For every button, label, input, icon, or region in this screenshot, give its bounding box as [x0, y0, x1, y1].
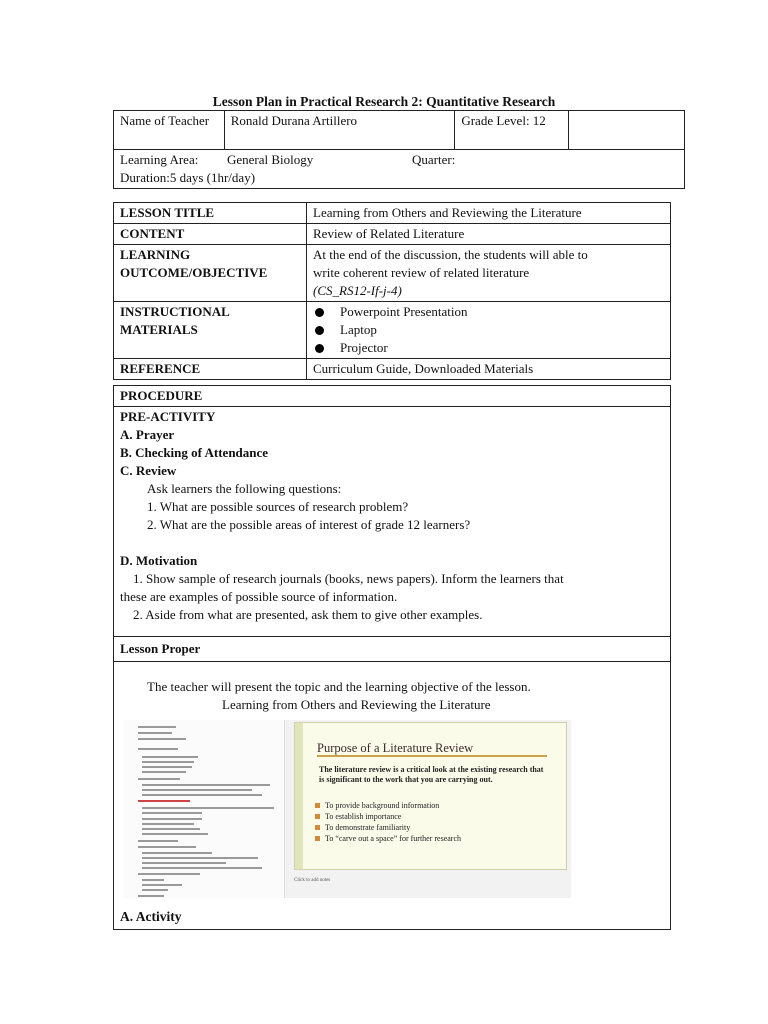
grade-level-cell: Grade Level: 12: [455, 111, 569, 150]
learning-area-label: Learning Area:: [120, 152, 199, 167]
review-intro: Ask learners the following questions:: [147, 481, 342, 496]
pre-activity-section: [114, 407, 671, 637]
slide-title-rule: [317, 755, 547, 757]
lesson-proper-section: [114, 662, 671, 930]
reference-value: Curriculum Guide, Downloaded Materials: [307, 359, 671, 380]
materials-list: [307, 302, 671, 359]
lesson-proper-line-2: Learning from Others and Reviewing the Literature: [222, 697, 491, 712]
slide-bullet-list: [315, 800, 461, 844]
objective-line-2: write coherent review of related literature: [313, 265, 530, 280]
motivation-1b: these are examples of possible source of information.: [120, 589, 398, 604]
prayer-heading: A. Prayer: [120, 427, 175, 442]
slide-bullet: To provide background information: [315, 800, 461, 811]
materials-label: [114, 302, 307, 359]
lesson-info-table: [113, 202, 671, 380]
bullet-icon: [315, 836, 320, 841]
objective-label: [114, 245, 307, 302]
slide-preview: [294, 722, 567, 870]
procedure-table: [113, 385, 671, 930]
bullet-icon: [315, 308, 324, 317]
slide-bullet: To establish importance: [315, 811, 461, 822]
material-item: [313, 303, 664, 321]
slide-title: Purpose of a Literature Review: [317, 741, 474, 755]
objective-value: [307, 245, 671, 302]
reference-label: REFERENCE: [114, 359, 307, 380]
slide-screenshot: [124, 720, 571, 898]
name-label-cell: Name of Teacher: [114, 111, 225, 150]
objective-label-line-1: LEARNING: [120, 247, 191, 262]
objective-code: (CS_RS12-If-j-4): [313, 283, 402, 298]
slide-bullet: To “carve out a space” for further research: [315, 833, 461, 844]
bullet-icon: [315, 814, 320, 819]
teacher-info-table: [113, 110, 685, 189]
document-title: Lesson Plan in Practical Research 2: Quantitative Research: [212, 94, 556, 109]
bullet-icon: [315, 326, 324, 335]
review-question-2: 2. What are the possible areas of interest of grade 12 learners?: [147, 517, 471, 532]
objective-line-1: At the end of the discussion, the students will able to: [313, 247, 588, 262]
learning-area-cell: [114, 150, 685, 189]
outline-pane: [124, 720, 285, 898]
learning-area-value: General Biology: [227, 152, 314, 167]
attendance-heading: B. Checking of Attendance: [120, 445, 269, 460]
quarter-label: Quarter:: [412, 152, 456, 167]
lesson-proper-line-1: The teacher will present the topic and the learning objective of the lesson.: [147, 679, 531, 694]
slide-notes: Click to add notes: [294, 878, 331, 883]
material-item: [313, 321, 664, 339]
material-label: Projector: [340, 340, 388, 355]
pre-activity-heading: PRE-ACTIVITY: [120, 409, 216, 424]
objective-label-line-2: OUTCOME/OBJECTIVE: [120, 265, 268, 280]
procedure-heading: PROCEDURE: [114, 386, 671, 407]
review-heading: C. Review: [120, 463, 177, 478]
bullet-icon: [315, 825, 320, 830]
lesson-proper-heading: Lesson Proper: [114, 637, 671, 662]
teacher-name-cell: Ronald Durana Artillero: [224, 111, 455, 150]
content-label: CONTENT: [114, 224, 307, 245]
lesson-title-label: LESSON TITLE: [114, 203, 307, 224]
empty-cell: [569, 111, 685, 150]
material-item: [313, 339, 664, 357]
material-label: Powerpoint Presentation: [340, 304, 468, 319]
motivation-heading: D. Motivation: [120, 553, 198, 568]
activity-heading: A. Activity: [120, 909, 182, 924]
lesson-title-value: Learning from Others and Reviewing the Literature: [307, 203, 671, 224]
slide-bullet: To demonstrate familiarity: [315, 822, 461, 833]
duration-text: Duration:5 days (1hr/day): [120, 170, 256, 185]
bullet-icon: [315, 344, 324, 353]
bullet-icon: [315, 803, 320, 808]
motivation-2: 2. Aside from what are presented, ask them to give other examples.: [133, 607, 483, 622]
review-question-1: 1. What are possible sources of research problem?: [147, 499, 409, 514]
slide-text: The literature review is a critical look at the existing research that is significant to the work that you are carrying out.: [319, 765, 544, 784]
materials-label-line-2: MATERIALS: [120, 322, 198, 337]
content-value: Review of Related Literature: [307, 224, 671, 245]
motivation-1a: 1. Show sample of research journals (books, news papers). Inform the learners that: [133, 571, 564, 586]
material-label: Laptop: [340, 322, 377, 337]
materials-label-line-1: INSTRUCTIONAL: [120, 304, 230, 319]
